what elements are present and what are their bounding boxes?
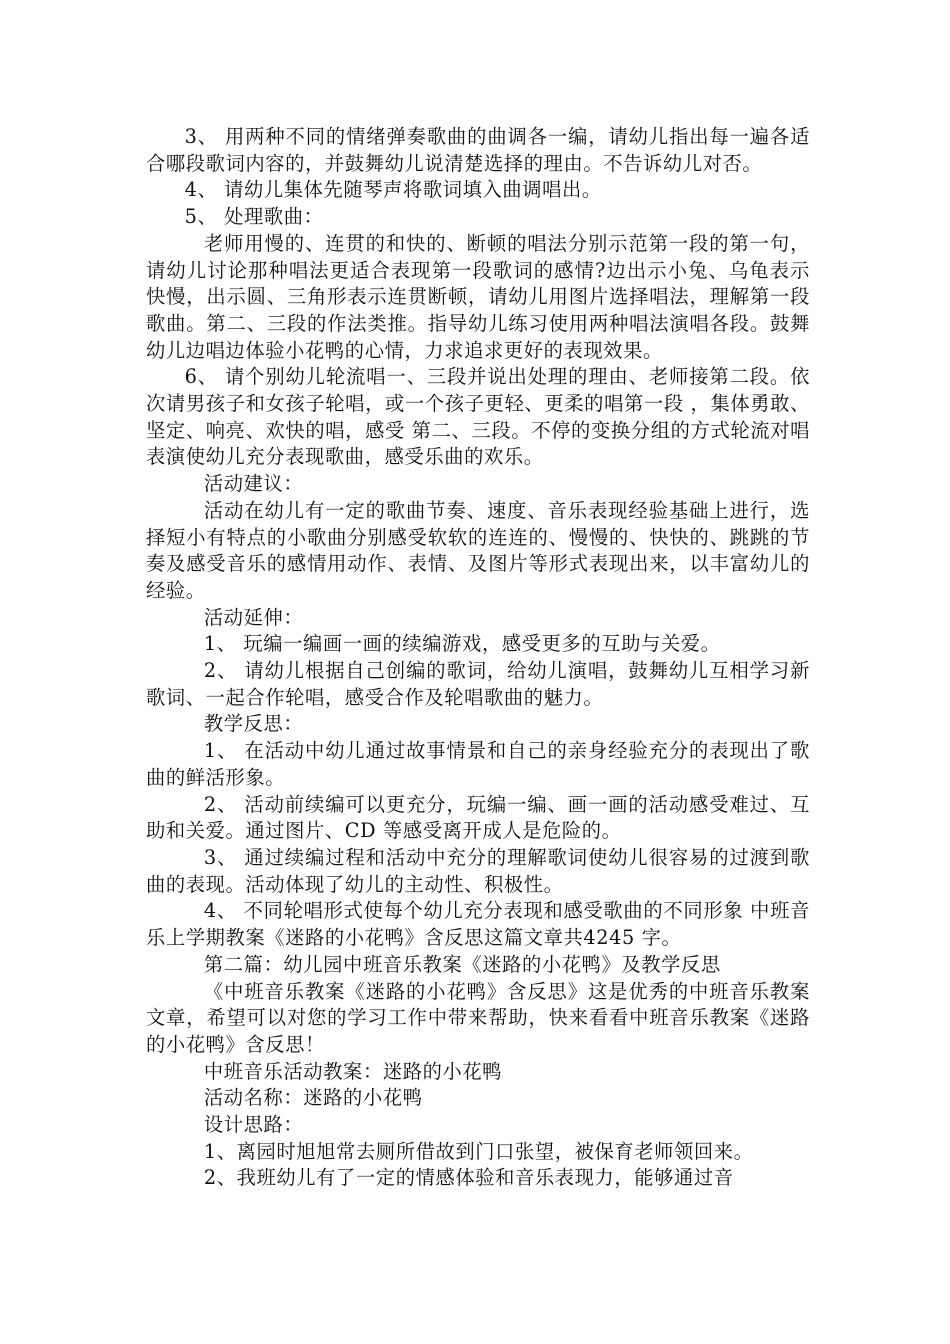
paragraph: 第二篇：幼儿园中班音乐教案《迷路的小花鸭》及教学反思 [203,952,721,976]
paragraph: 活动在幼儿有一定的歌曲节奏、速度、音乐表现经验基础上进行，选择短小有特点的小歌曲分别感受软软的连连的、慢慢的、快快的、跳跳的节奏及感受音乐的感情用动作、表情、及图片等形式表现出来，以丰富幼儿的经验。 [146,498,810,602]
paragraph: 中班音乐活动教案：迷路的小花鸭 [203,1059,503,1083]
paragraph: 设计思路： [203,1113,304,1137]
paragraph: 1、 玩编一编画一画的续编游戏，感受更多的互助与关爱。 [203,632,721,656]
paragraph: 活动名称：迷路的小花鸭 [203,1086,423,1110]
paragraph: 4、 请幼儿集体先随琴声将歌词填入曲调唱出。 [184,178,602,202]
paragraph: 1、离园时旭旭常去厕所借故到门口张望，被保育老师领回来。 [203,1139,754,1163]
paragraph: 老师用慢的、连贯的和快的、断顿的唱法分别示范第一段的第一句，请幼儿讨论那种唱法更适合表现第一段歌词的感情?边出示小兔、乌龟表示快慢，出示圆、三角形表示连贯断顿，请幼儿用图片选择唱法，理解第一段歌曲。第二、三段的作法类推。指导幼儿练习使用两种唱法演唱各段。鼓舞幼儿边唱边体验小花鸭的心情，力求追求更好的表现效果。 [146,231,810,362]
paragraph: 《中班音乐教案《迷路的小花鸭》含反思》这是优秀的中班音乐教案文章，希望可以对您的学习工作中带来帮助，快来看看中班音乐教案《迷路的小花鸭》含反思！ [146,979,810,1056]
paragraph: 教学反思： [203,712,304,736]
document-body [146,124,810,1192]
paragraph: 2、 活动前续编可以更充分，玩编一编、画一画的活动感受难过、互助和关爱。通过图片、CD 等感受离开成人是危险的。 [146,792,810,843]
paragraph: 4、 不同轮唱形式使每个幼儿充分表现和感受歌曲的不同形象 中班音乐上学期教案《迷路的小花鸭》含反思这篇文章共4245 字。 [146,899,810,950]
paragraph: 2、我班幼儿有了一定的情感体验和音乐表现力，能够通过音 [203,1166,734,1190]
paragraph: 活动建议： [203,472,304,496]
paragraph: 3、 用两种不同的情绪弹奏歌曲的曲调各一编，请幼儿指出每一遍各适合哪段歌词内容的，并鼓舞幼儿说清楚选择的理由。不告诉幼儿对否。 [146,125,810,175]
paragraph: 5、 处理歌曲： [184,205,324,229]
paragraph: 活动延伸： [203,605,304,629]
paragraph: 3、 通过续编过程和活动中充分的理解歌词使幼儿很容易的过渡到歌曲的表现。活动体现了幼儿的主动性、积极性。 [146,845,810,896]
paragraph: 1、 在活动中幼儿通过故事情景和自己的亲身经验充分的表现出了歌曲的鲜活形象。 [146,739,810,789]
paragraph: 6、 请个别幼儿轮流唱一、三段并说出处理的理由、老师接第二段。依次请男孩子和女孩子轮唱，或一个孩子更轻、更柔的唱第一段 ，集体勇敢、坚定、响亮、欢快的唱，感受 第二、三段。不停的变换分组的方式轮流对唱表演使幼儿充分表现歌曲，感受乐曲的欢乐。 [146,365,810,469]
paragraph: 2、 请幼儿根据自己创编的歌词，给幼儿演唱，鼓舞幼儿互相学习新歌词、一起合作轮唱，感受合作及轮唱歌曲的魅力。 [146,659,810,709]
